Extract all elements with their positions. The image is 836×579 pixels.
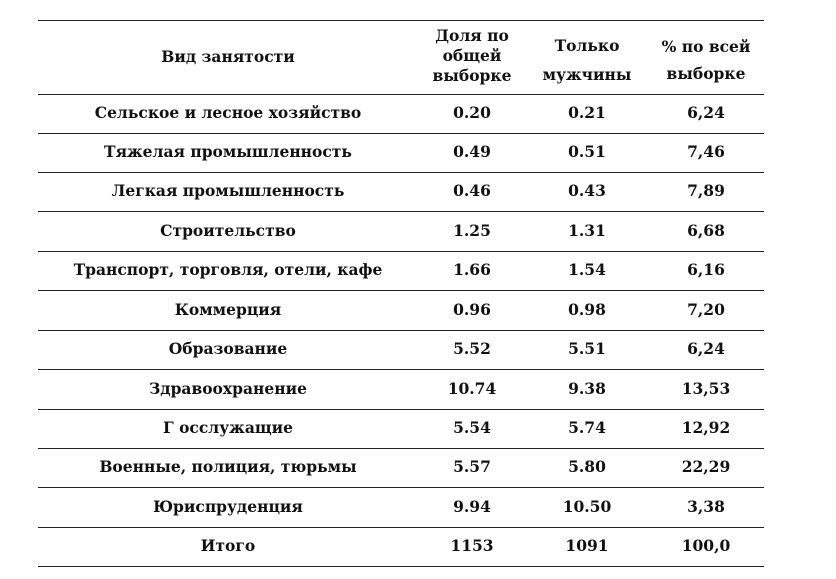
row-rule [38,290,764,291]
row-pct: 22,29 [681,457,731,476]
header-share-line: выборке [432,66,512,85]
row-share: 0.20 [453,103,491,122]
row-label: Здравоохранение [149,379,307,398]
row-pct: 6,16 [687,260,725,279]
header-employment-type: Вид занятости [161,47,295,66]
row-rule [38,527,764,528]
row-pct: 3,38 [687,497,725,516]
row-pct: 100,0 [681,536,731,555]
row-label: Строительство [160,221,296,240]
row-label: Г осслужащие [163,418,293,437]
row-label: Военные, полиция, тюрьмы [99,457,357,476]
row-rule [38,172,764,173]
row-label: Легкая промышленность [111,181,345,200]
header-share-line: общей [442,46,502,65]
header-bottom-rule [38,94,764,95]
row-share: 10.74 [447,379,497,398]
row-men: 10.50 [562,497,612,516]
header-pct-sample [648,33,764,87]
header-men-line: мужчины [542,65,632,84]
row-label: Сельское и лесное хозяйство [94,103,362,122]
row-pct: 12,92 [681,418,731,437]
header-men-line: Только [554,36,620,55]
table-bottom-rule [38,566,764,567]
row-share: 5.52 [453,339,491,358]
row-label: Итого [200,536,256,555]
row-men: 0.43 [568,181,606,200]
row-rule [38,448,764,449]
row-rule [38,251,764,252]
row-label: Образование [168,339,288,358]
row-pct: 7,46 [687,142,725,161]
row-men: 1.54 [568,260,606,279]
row-label: Юриспруденция [153,497,303,516]
header-men-only [526,32,648,88]
row-men: 0.51 [568,142,606,161]
row-men: 5.74 [568,418,606,437]
row-pct: 6,24 [687,103,725,122]
row-pct: 7,20 [687,300,725,319]
row-share: 1.66 [453,260,491,279]
row-men: 0.98 [568,300,606,319]
header-pct-line: выборке [666,64,746,83]
row-rule [38,369,764,370]
header-share-total [418,22,526,89]
row-share: 1.25 [453,221,491,240]
row-share: 9.94 [453,497,491,516]
row-rule [38,211,764,212]
row-share: 0.46 [453,181,491,200]
row-rule [38,330,764,331]
row-share: 0.96 [453,300,491,319]
row-label: Коммерция [174,300,282,319]
row-men: 1091 [565,536,609,555]
row-men: 0.21 [568,103,606,122]
row-rule [38,487,764,488]
row-share: 5.57 [453,457,491,476]
row-label: Транспорт, торговля, отели, кафе [73,260,383,279]
row-pct: 6,68 [687,221,725,240]
row-rule [38,409,764,410]
row-pct: 6,24 [687,339,725,358]
row-pct: 7,89 [687,181,725,200]
row-pct: 13,53 [681,379,731,398]
row-label: Тяжелая промышленность [104,142,352,161]
header-pct-line: % по всей [661,37,751,56]
row-share: 5.54 [453,418,491,437]
row-rule [38,133,764,134]
row-share: 0.49 [453,142,491,161]
row-men: 1.31 [568,221,606,240]
table-top-rule [38,20,764,21]
header-share-line: Доля по [435,26,509,45]
row-men: 5.80 [568,457,606,476]
row-men: 9.38 [568,379,606,398]
row-share: 1153 [450,536,494,555]
row-men: 5.51 [568,339,606,358]
